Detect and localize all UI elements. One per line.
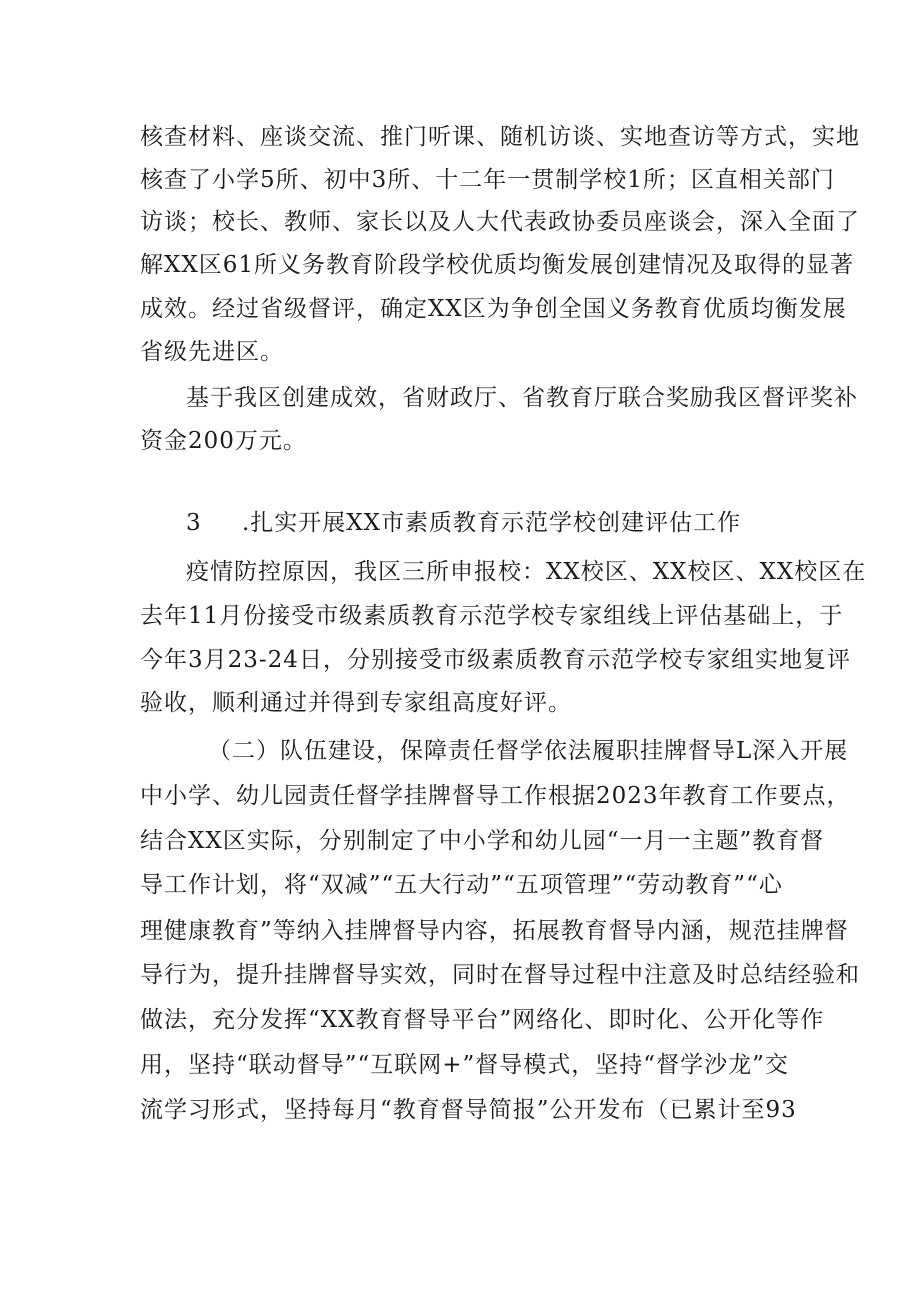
line-text: 验收，顺利通过并得到专家组高度好评。 [140,690,572,716]
text-line [0,911,920,951]
line-text: 成效。经过省级督评，确定XX区为争创全国义务教育优质均衡发展 [140,296,847,322]
text-line [0,955,920,995]
text-line [0,731,920,771]
text-line [0,776,920,816]
line-text: 理健康教育”等纳入挂牌督导内容，拓展教育督导内涵，规范挂牌督 [140,918,849,944]
text-line [0,245,920,285]
text-line [0,1045,920,1085]
text-line [0,865,920,905]
line-text: 今年3月23-24日，分别接受市级素质教育示范学校专家组实地复评 [140,647,851,673]
line-text: （二）队伍建设，保障责任督学依法履职挂牌督导L深入开展 [208,738,849,764]
text-line [0,160,920,200]
text-line [0,683,920,723]
text-line [0,821,920,861]
text-line [0,640,920,680]
line-text: 用，坚持“联动督导”“互联网+”督导模式，坚持“督学沙龙”交 [140,1052,789,1078]
text-line [0,117,920,157]
text-line [0,421,920,461]
text-line [0,378,920,418]
line-text: 导行为，提升挂牌督导实效，同时在督导过程中注意及时总结经验和 [140,962,860,988]
line-text: 做法，充分发挥“XX教育督导平台”网络化、即时化、公开化等作 [140,1007,825,1033]
line-text: 疫情防控原因，我区三所申报校：XX校区、XX校区、XX校区在 [186,559,867,585]
text-line [0,1000,920,1040]
text-line [0,596,920,636]
line-text: 核查了小学5所、初中3所、十二年一贯制学校1所；区直相关部门 [140,167,835,193]
section-number: 3 [186,510,202,536]
line-text: 省级先进区。 [140,339,284,365]
section-title: .扎实开展XX市素质教育示范学校创建评估工作 [242,510,742,536]
line-text: 核查材料、座谈交流、推门听课、随机访谈、实地查访等方式，实地 [140,124,860,150]
line-text: 导工作计划，将“双减”“五大行动”“五项管理”“劳动教育”“心 [140,872,783,898]
text-line [0,202,920,242]
line-text: 访谈；校长、教师、家长以及人大代表政协委员座谈会，深入全面了 [140,209,860,235]
line-text: 流学习形式，坚持每月“教育督导简报”公开发布（已累计至93 [140,1097,797,1123]
line-text: 基于我区创建成效，省财政厅、省教育厅联合奖励我区督评奖补 [186,385,858,411]
line-text: 结合XX区实际，分别制定了中小学和幼儿园“一月一主题”教育督 [140,828,825,854]
text-line [0,332,920,372]
line-text: 去年11月份接受市级素质教育示范学校专家组线上评估基础上，于 [140,603,844,629]
text-line [0,1090,920,1130]
section-heading [0,503,920,543]
text-line [0,552,920,592]
line-text: 中小学、幼儿园责任督学挂牌督导工作根据2023年教育工作要点， [140,783,851,809]
text-line [0,289,920,329]
line-text: 解XX区61所义务教育阶段学校优质均衡发展创建情况及取得的显著 [140,252,855,278]
line-text: 资金200万元。 [140,428,307,454]
